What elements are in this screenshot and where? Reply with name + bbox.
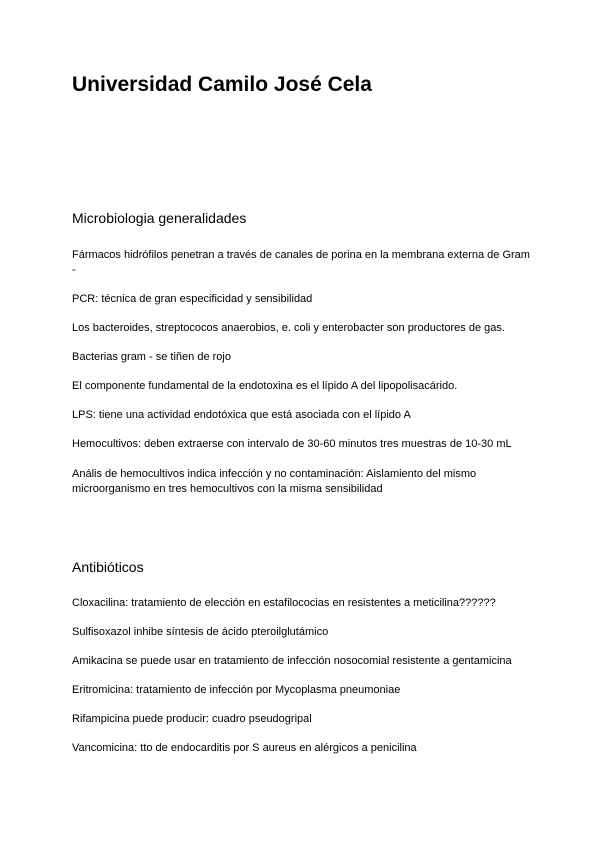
section-heading-antibioticos: Antibióticos [72, 559, 144, 575]
paragraph: PCR: técnica de gran especificidad y sensibilidad [72, 293, 313, 305]
paragraph: El componente fundamental de la endotoxina es el lípido A del lipopolisacárido. [72, 380, 458, 392]
document-title: Universidad Camilo José Cela [72, 73, 372, 96]
paragraph: Anális de hemocultivos indica infección y no contaminación: Aislamiento del mismo microorganismo en tres hemocultivos con la misma sensibilidad [72, 468, 477, 495]
paragraph: Eritromicina: tratamiento de infección por Mycoplasma pneumoniae [72, 684, 401, 696]
paragraph: Vancomicina: tto de endocarditis por S aureus en alérgicos a penicilina [72, 742, 417, 754]
paragraph: Fármacos hidrófilos penetran a través de canales de porina en la membrana externa de Gram - [72, 249, 530, 276]
paragraph: Hemocultivos: deben extraerse con intervalo de 30-60 minutos tres muestras de 10-30 mL [72, 438, 512, 450]
paragraph: Sulfisoxazol inhibe síntesis de ácido pteroilglutámico [72, 626, 329, 638]
paragraph: LPS: tiene una actividad endotóxica que está asociada con el lípido A [72, 409, 411, 421]
paragraph: Bacterias gram - se tiñen de rojo [72, 351, 231, 363]
paragraph: Rifampicina puede producir: cuadro pseudogripal [72, 713, 312, 725]
section-heading-microbiologia: Microbiologia generalidades [72, 210, 247, 226]
paragraph: Amikacina se puede usar en tratamiento de infección nosocomial resistente a gentamicina [72, 655, 512, 667]
paragraph: Los bacteroides, streptococos anaerobios, e. coli y enterobacter son productores de gas. [72, 322, 505, 334]
paragraph: Cloxacilina: tratamiento de elección en estafilococias en resistentes a meticilina?????? [72, 597, 496, 609]
